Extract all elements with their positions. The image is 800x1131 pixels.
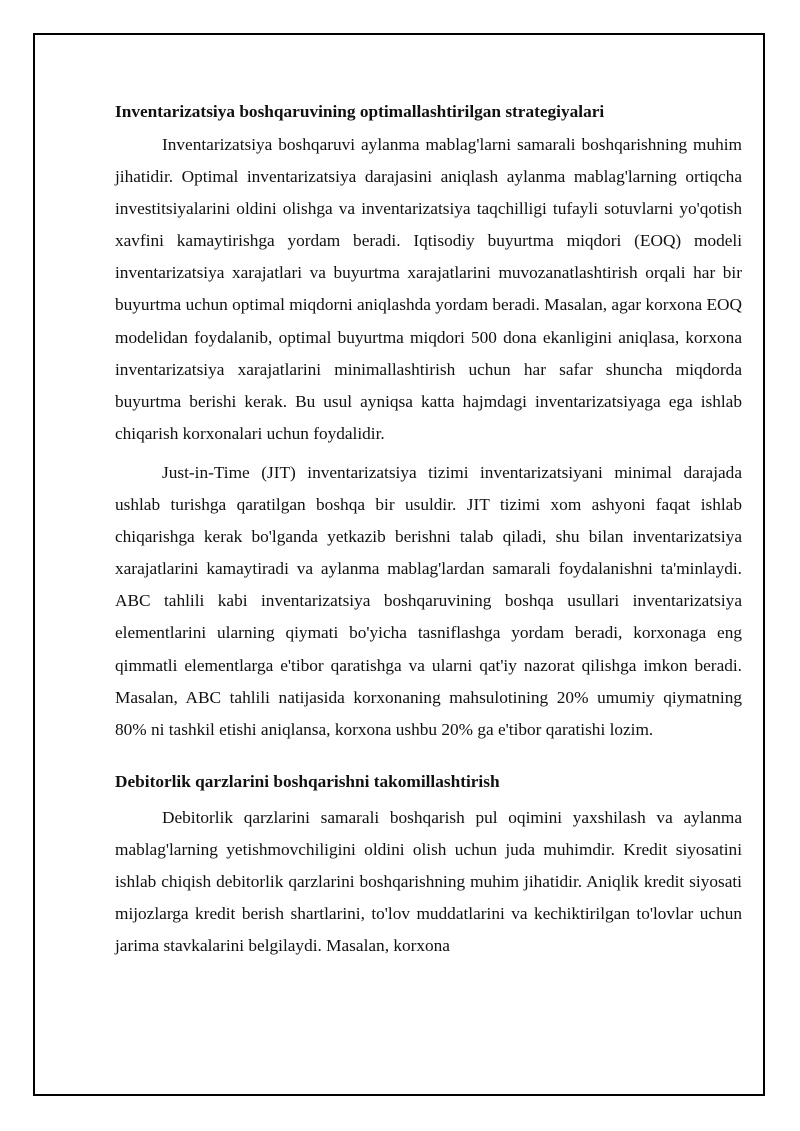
document-body — [115, 96, 742, 962]
section-heading-inventory: Inventarizatsiya boshqaruvining optimallashtirilgan strategiyalari — [115, 102, 605, 121]
paragraph-inventory-jit-abc: Just-in-Time (JIT) inventarizatsiya tizimi inventarizatsiyani minimal darajada ushlab turishga qaratilgan boshqa bir usuldir. JIT tizimi xom ashyoni faqat ishlab chiqarishga kerak bo'lganda yetkazib berishni talab qiladi, shu bilan inventarizatsiya xarajatlarini kamaytiradi va aylanma mablag'lardan samarali foydalanishni ta'minlaydi. ABC tahlili kabi inventarizatsiya boshqaruvining boshqa usullari inventarizatsiya elementlarini ularning qiymati bo'yicha tasniflashga yordam beradi, korxonaga eng qimmatli elementlarga e'tibor qaratishga va ularni qat'iy nazorat qilishga imkon beradi. Masalan, ABC tahlili natijasida korxonaning mahsulotining 20% umumiy qiymatning 80% ni tashkil etishi aniqlansa, korxona ushbu 20% ga e'tibor qaratishi lozim. — [115, 462, 742, 739]
paragraph-inventory-eoq: Inventarizatsiya boshqaruvi aylanma mablag'larni samarali boshqarishning muhim jihatidir. Optimal inventarizatsiya darajasini aniqlash aylanma mablag'larning ortiqcha investitsiyalarini oldini olishga va inventarizatsiya taqchilligi tufayli sotuvlarni yo'qotish xavfini kamaytirishga yordam beradi. Iqtisodiy buyurtma miqdori (EOQ) modeli inventarizatsiya xarajatlari va buyurtma xarajatlarini muvozanatlashtirish orqali har bir buyurtma uchun optimal miqdorni aniqlashda yordam beradi. Masalan, agar korxona EOQ modelidan foydalanib, optimal buyurtma miqdori 500 dona ekanligini aniqlasa, korxona inventarizatsiya xarajatlarini minimallashtirish uchun har safar shuncha miqdorda buyurtma berishi kerak. Bu usul ayniqsa katta hajmdagi inventarizatsiyaga ega ishlab chiqarish korxonalari uchun foydalidir. — [115, 135, 742, 443]
section-heading-receivables: Debitorlik qarzlarini boshqarishni takomillashtirish — [115, 771, 500, 791]
paragraph-receivables-credit-policy: Debitorlik qarzlarini samarali boshqarish pul oqimini yaxshilash va aylanma mablag'larning yetishmovchiligini oldini olish uchun juda muhimdir. Kredit siyosatini ishlab chiqish debitorlik qarzlarini boshqarishning muhim jihatidir. Aniqlik kredit siyosati mijozlarga kredit berish shartlarini, to'lov muddatlarini va kechiktirilgan to'lovlar uchun jarima stavkalarini belgilaydi. Masalan, korxona — [115, 807, 742, 956]
